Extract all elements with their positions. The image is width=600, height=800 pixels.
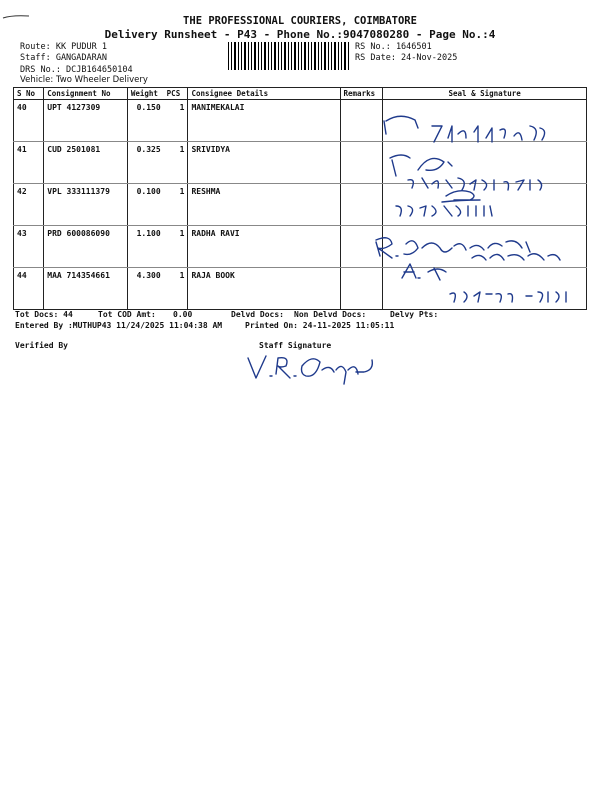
- cell-pcs: 1: [164, 226, 188, 268]
- signature-row-40-mark: [384, 116, 418, 134]
- cell-pcs: 1: [164, 100, 188, 142]
- cell-pcs: 1: [164, 142, 188, 184]
- cell-weight: 1.100: [127, 226, 163, 268]
- cell-consignee: RESHMA: [188, 184, 340, 226]
- signature-row-41-mark: [390, 155, 452, 176]
- printed-on: Printed On: 24-11-2025 11:05:11: [245, 321, 395, 330]
- signature-row-40-digits: [432, 126, 545, 142]
- col-sno: S No: [14, 88, 44, 100]
- non-delivered-docs-label: Non Delvd Docs:: [294, 310, 367, 319]
- runsheet-subtitle: Delivery Runsheet - P43 - Phone No.:9047080280 - Page No.:4: [104, 28, 496, 41]
- route-label: Route: KK PUDUR 1: [20, 42, 107, 52]
- cell-weight: 0.150: [127, 100, 163, 142]
- col-pcs: PCS: [164, 88, 188, 100]
- vehicle-label: Vehicle: Two Wheeler Delivery: [20, 75, 148, 85]
- staff-label: Staff: GANGADARAN: [20, 53, 107, 63]
- drs-label: DRS No.: DCJB164650104: [20, 65, 133, 75]
- col-seal: Seal & Signature: [383, 88, 587, 100]
- staff-signature-mark: [248, 356, 372, 384]
- cell-weight: 0.325: [127, 142, 163, 184]
- cell-pcs: 1: [164, 184, 188, 226]
- signature-row-43-line2: [472, 254, 560, 260]
- cell-consignee: RADHA RAVI: [188, 226, 340, 268]
- cell-consignment: VPL 333111379: [44, 184, 128, 226]
- signature-row-42-mark: [442, 191, 480, 202]
- signature-row-43-name: [376, 238, 530, 258]
- cell-consignment: MAA 714354661: [44, 268, 128, 310]
- cell-pcs: 1: [164, 268, 188, 310]
- entered-by: Entered By :MUTHUP43 11/24/2025 11:04:38 AM: [15, 321, 223, 330]
- delivery-points-label: Delvy Pts:: [390, 310, 439, 319]
- company-title: THE PROFESSIONAL COURIERS, COIMBATORE: [183, 15, 417, 27]
- col-consignee: Consignee Details: [188, 88, 340, 100]
- cell-sno: 40: [14, 100, 44, 142]
- cell-weight: 0.100: [127, 184, 163, 226]
- cell-consignment: PRD 600086090: [44, 226, 128, 268]
- cell-consignee: MANIMEKALAI: [188, 100, 340, 142]
- signature-row-42-digits: [396, 206, 492, 216]
- signature-row-41-digits: [408, 178, 542, 190]
- cell-sno: 41: [14, 142, 44, 184]
- total-cod-value: 0.00: [173, 310, 193, 319]
- staff-signature-label: Staff Signature: [259, 341, 332, 350]
- cell-consignment: CUD 2501081: [44, 142, 128, 184]
- cell-consignee: RAJA BOOK: [188, 268, 340, 310]
- signature-row-44-mark: [402, 264, 446, 280]
- col-remarks: Remarks: [340, 88, 383, 100]
- cell-sno: 44: [14, 268, 44, 310]
- delivered-docs-label: Delvd Docs:: [231, 310, 284, 319]
- rs-number: RS No.: 1646501: [355, 42, 432, 52]
- cell-sno: 43: [14, 226, 44, 268]
- cell-consignment: UPT 4127309: [44, 100, 128, 142]
- cell-weight: 4.300: [127, 268, 163, 310]
- total-docs: Tot Docs: 44: [15, 310, 73, 319]
- cell-sno: 42: [14, 184, 44, 226]
- verified-by-label: Verified By: [15, 341, 68, 350]
- signature-row-44-digits: [450, 292, 566, 302]
- cell-consignee: SRIVIDYA: [188, 142, 340, 184]
- total-cod-label: Tot COD Amt:: [98, 310, 156, 319]
- rs-date: RS Date: 24-Nov-2025: [355, 53, 458, 63]
- col-consignment: Consignment No: [44, 88, 128, 100]
- col-weight: Weight: [127, 88, 163, 100]
